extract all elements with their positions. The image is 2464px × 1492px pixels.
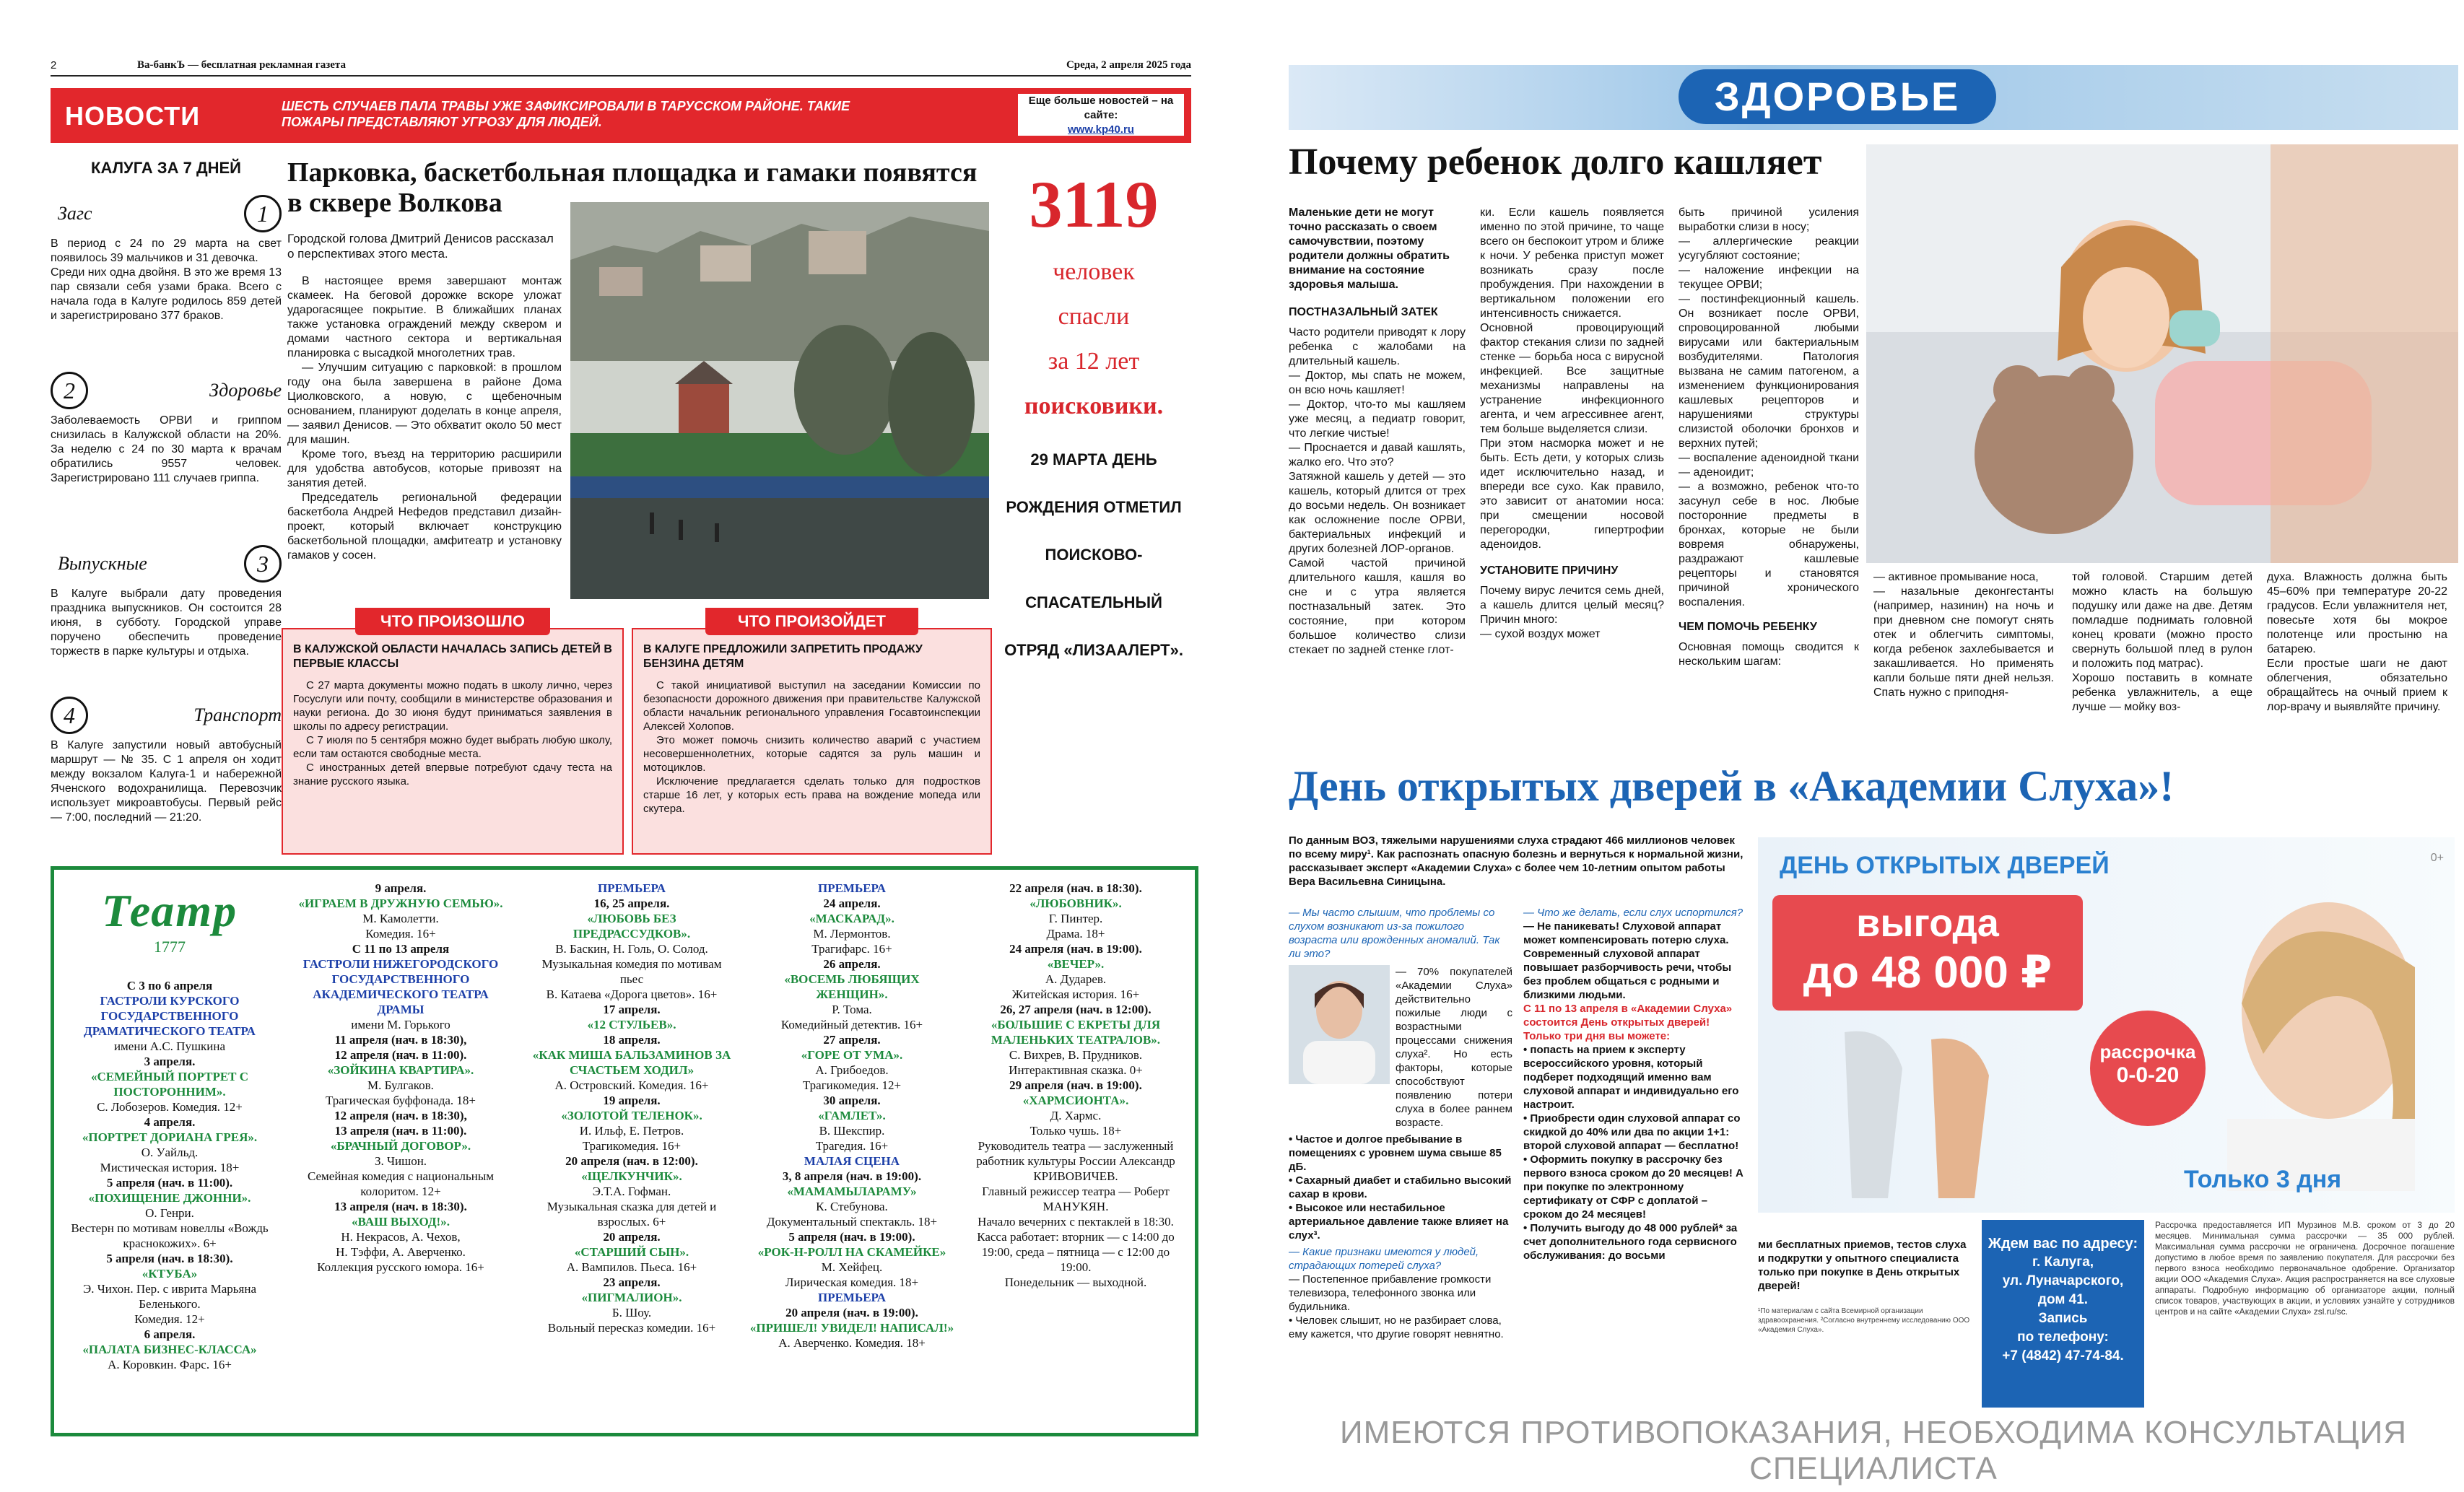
banner-text: ШЕСТЬ СЛУЧАЕВ ПАЛА ТРАВЫ УЖЕ ЗАФИКСИРОВАЛИ В ТАРУССКОМ РАЙОНЕ. ТАКИЕ ПОЖАРЫ ПРЕДСТАВЛЯЮТ УГРОЗУ ДЛЯ ЛЮДЕЙ. [282,99,850,129]
ad-question: — Мы часто слышим, что проблемы со слухом возникают из-за пожилого возраста или врожденных аномалий. Так ли это? [1289,907,1500,960]
theatre-line: «БОЛЬШИЕ С ЕКРЕТЫ ДЛЯ МАЛЕНЬКИХ ТЕАТРАЛОВ». [991,1018,1161,1047]
theatre-line: «ПРИШЕЛ! УВИДЕЛ! НАПИСАЛ!» [749,1321,954,1335]
theatre-line: Трагифарс. 16+ [811,942,892,956]
theatre-line: Трагическая буффонада. 18+ [326,1094,476,1107]
theatre-line: К. Стебунова. [816,1200,888,1213]
article-lead: Городской голова Дмитрий Денисов рассказал о перспективах этого места. [287,232,554,261]
theatre-line: Вольный пересказ комедии. 16+ [547,1321,716,1335]
stat-line: спасли [1058,303,1130,330]
theatre-line: Н. Некрасов, А. Чехов, [341,1230,461,1244]
main-article [282,152,989,599]
address-line: г. Калуга, [2032,1255,2094,1270]
theatre-line: Э.Т.А. Гофман. [592,1185,671,1198]
theatre-line: Семейная комедия с национальным колоритом. 12+ [307,1169,495,1198]
theatre-line: Документальный спектакль. 18+ [766,1215,938,1229]
article-text: Основная помощь сводится к нескольким шагам: [1679,641,1859,668]
theatre-line: 4 апреля. [144,1115,196,1129]
theatre-line: «КТУБА» [142,1267,198,1281]
right-page [1289,0,2464,1492]
theatre-line: С 3 по 6 апреля [126,979,213,993]
article-col-2 [1480,206,1664,642]
week-rubric: Загс [58,203,92,224]
theatre-column-1 [61,978,278,1372]
theatre-line: «ИГРАЕМ В ДРУЖНУЮ СЕМЬЮ». [298,896,503,910]
box-head: В КАЛУГЕ ПРЕДЛОЖИЛИ ЗАПРЕТИТЬ ПРОДАЖУ БЕНЗИНА ДЕТЯМ [643,643,923,670]
theatre-logo [61,884,278,971]
theatre-line: В. Баскин, Н. Голь, О. Солод. [555,942,708,956]
theatre-line: 17 апреля. [603,1003,661,1016]
theatre-line: 16, 25 апреля. [593,896,670,910]
installment-label: рассрочка [2099,1041,2196,1063]
theatre-line: 5 апреля (нач. в 19:00). [788,1230,915,1244]
theatre-line: «МАСКАРАД». [809,912,894,925]
theatre-line: Драма. 18+ [1046,927,1105,941]
ad-answer: — Не паникевать! Слуховой аппарат может компенсировать потерю слуха. Современный слуховой аппарат повышает разборчивость речи, чтобы без проблем общаться с родными и близкими людьми. [1523,920,1732,1001]
benefit-label: выгода [1856,902,1999,945]
theatre-column-4 [747,881,957,1351]
more-news-link[interactable]: www.kp40.ru [1068,123,1134,136]
theatre-line: «ПОРТРЕТ ДОРИАНА ГРЕЯ». [82,1130,258,1144]
theatre-line: 3 апреля. [144,1055,196,1068]
theatre-logo-year: 1777 [154,938,186,956]
ad-answer: • попасть на прием к эксперту всероссийского уровня, который подберет подходящий именно вам слуховой аппарат и индивидуально его настроит. • Приобрести один слуховой аппарат со скидкой до 40% или два по акции 1+1: второй слуховой аппарат — бесплатно! • Оформить покупку в рассрочку без первого взноса сроком до 20 месяцев! А при покупке по электронному сертификату от СФР с доплатой – сроком до 24 месяцев! • Получить выгоду до 48 000 рублей* за счет дополнительного года сервисного обслуживания: до восьми [1523,1044,1743,1262]
week-item-4 [51,697,282,825]
theatre-line: А. Островский. Комедия. 16+ [554,1078,709,1092]
ad-question: — Какие признаки имеются у людей, страдающих потерей слуха? [1289,1246,1479,1272]
theatre-line: В. Катаева «Дорога цветов». 16+ [546,987,718,1001]
theatre-line: «ГАМЛЕТ». [818,1109,886,1122]
theatre-line: «КАК МИША БАЛЬЗАМИНОВ ЗА СЧАСТЬЕМ ХОДИЛ» [532,1048,731,1077]
ad-title: День открытых дверей в «Академии Слуха»! [1289,762,2174,810]
woman-photo [2177,881,2437,1191]
theatre-line: ГАСТРОЛИ КУРСКОГО ГОСУДАРСТВЕННОГО ДРАМАТИЧЕСКОГО ТЕАТРА [84,994,256,1038]
benefit-box [1772,895,2083,1011]
theatre-line: А. Вампилов. Пьеса. 16+ [566,1260,697,1274]
theatre-line: Главный режиссер театра — Роберт МАНУКЯН. [982,1185,1170,1213]
article-paragraph: В настоящее время завершают монтаж скамеек. На беговой дорожке вскоре уложат ударогасящее покрытие. В ближайших планах также установка ограждений между сквером и домами частного сектора и вертикальная планировка с высадкой многолетних трав. [287,275,562,359]
theatre-line: О. Уайльд. [141,1146,199,1159]
theatre-line: Коллекция русского юмора. 16+ [317,1260,484,1274]
box-paragraph: С иностранных детей впервые потребуют сдачу теста на знание русского языка. [293,762,612,788]
theatre-line: Музыкальная комедия по мотивам пьес [541,957,722,986]
theatre-line: «ЗОЛОТОЙ ТЕЛЕНОК». [561,1109,702,1122]
theatre-line: 30 апреля. [823,1094,881,1107]
expert-photo [1289,965,1390,1084]
ad-footnote: ¹По материалам с сайта Всемирной организации здравоохранения. ²Согласно внутреннему исследованию ООО «Академия Слуха». [1758,1307,1970,1334]
ad-answer: — Постепенное прибавление громкости телевизора, телефонного звонка или будильника. • Человек слышит, но не разбирает слова, ему кажется, что другие говорят невнятно. [1289,1273,1504,1340]
theatre-line: 13 апреля (нач. в 11:00). [334,1124,467,1138]
theatre-line: М. Булгаков. [367,1078,434,1092]
week-rubric: Транспорт [193,704,282,725]
installment-badge [2090,1011,2206,1126]
article-text: быть причиной усиления выработки слизи в носу; — аллергические реакции усугубляют состояние; — наложение инфекции на текущее ОРВИ; — постинфекционный кашель. Он возникает после ОРВИ, спровоцированной любыми вирусами или бактериальным возбудителями. Патология вызвана не самим патогеном, а изменением функционирования кашлевых рецепторов и нарушениями структуры слизистой оболочки бронхов и верхних путей; — воспаление аденоидной ткани — аденоидит; — а возможно, ребенок что-то засунул себе в нос. Любые посторонние предметы в бронхах, которые не были вовремя обнаружены, раздражают кашлевые рецепторы и становятся причиной хронического воспаления. [1679,206,1859,608]
banner-head: ДЕНЬ ОТКРЫТЫХ ДВЕРЕЙ [1780,852,2110,879]
theatre-line: 20 апреля (нач. в 19:00). [785,1306,918,1319]
theatre-line: А. Коровкин. Фарс. 16+ [108,1358,232,1371]
week-item-2 [51,372,282,486]
stat-line: человек [1053,258,1135,285]
theatre-line: 12 апреля (нач. в 11:00). [334,1048,467,1062]
disclaimer: ИМЕЮТСЯ ПРОТИВОПОКАЗАНИЯ, НЕОБХОДИМА КОНСУЛЬТАЦИЯ СПЕЦИАЛИСТА [1339,1415,2408,1486]
box-what-happened [282,612,624,855]
stat-caption: ПОИСКОВО- [1045,546,1143,564]
theatre-column-3 [531,881,733,1335]
week-rubric: Здоровье [209,380,282,401]
theatre-line: С. Лобозеров. Комедия. 12+ [97,1100,243,1114]
theatre-line: «ПОХИЩЕНИЕ ДЖОННИ». [88,1191,251,1205]
theatre-line: Комедийный детектив. 16+ [780,1018,923,1031]
box-label: ЧТО ПРОИЗОЙДЕТ [705,608,918,635]
theatre-line: «12 СТУЛЬЕВ». [587,1018,676,1031]
article-body [287,274,562,563]
theatre-line: «ПИГМАЛИОН». [581,1291,682,1304]
theatre-line: М. Лермонтов. [813,927,891,941]
theatre-line: Комедия. 16+ [365,927,436,941]
theatre-line: Интерактивная сказка. 0+ [1009,1063,1143,1077]
ad-intro: По данным ВОЗ, тяжелыми нарушениями слуха страдают 466 миллионов человек по всему миру¹. Как распознать опасную болезнь и вернуться к нормальной жизни, рассказывает эксперт «Академии Слуха» с более чем 10-летним опытом работы Вера Васильевна Синицына. [1289,834,1743,888]
page-number: 2 [51,59,57,71]
only-days: Только 3 дня [2184,1166,2342,1193]
theatre-line: З. Чишон. [374,1154,427,1168]
theatre-line: ПРЕМЬЕРА [817,881,887,895]
ad-highlight: С 11 по 13 апреля в «Академии Слуха» состоится День открытых дверей! Только три дня вы можете: [1523,1003,1733,1042]
theatre-line: «РОК-Н-РОЛЛ НА СКАМЕЙКЕ» [757,1245,946,1259]
theatre-line: Только чушь. 18+ [1029,1124,1122,1138]
theatre-line: «ХАРМСИОНТА». [1022,1094,1129,1107]
theatre-line: 26 апреля. [823,957,881,971]
article-lead: Маленькие дети не могут точно рассказать о своем самочувствии, поэтому родители должны обратить внимание на состояние здоровья малыша. [1289,206,1450,291]
article-text: Почему вирус лечится семь дней, а кашель длится целый месяц? Причин много: — сухой воздух может [1480,585,1664,640]
theatre-line: 23 апреля. [603,1275,661,1289]
theatre-line: «БРАЧНЫЙ ДОГОВОР». [330,1139,471,1153]
theatre-line: Житейская история. 16+ [1011,987,1140,1001]
theatre-line: Мистическая история. 18+ [100,1161,240,1174]
section-label: НОВОСТИ [65,101,201,131]
stat-caption: РОЖДЕНИЯ ОТМЕТИЛ [1006,498,1182,516]
theatre-line: Лирическая комедия. 18+ [785,1275,919,1289]
theatre-column-5 [971,881,1180,1290]
theatre-line: Касса работает: вторник — с 14:00 до 19:00, среда – пятница — с 12:00 до 19:00. [977,1230,1175,1274]
theatre-line: «ВЕЧЕР». [1047,957,1105,971]
installment-value: 0-0-20 [2116,1063,2180,1087]
article-title: Парковка, баскетбольная площадка и гамаки появятся в сквере Волкова [287,157,978,218]
hearing-aids-image [1823,1025,2025,1205]
rescue-stat [996,152,1191,859]
theatre-line: «МАМАМЫЛАРАМУ» [787,1185,917,1198]
ad-col-3: ми бесплатных приемов, тестов слуха и подкрутки у опытного специалиста только при покупке в День открытых дверей! [1758,1239,1967,1292]
theatre-line: Н. Тэффи, А. Аверченко. [336,1245,466,1259]
subhead-help: ЧЕМ ПОМОЧЬ РЕБЕНКУ [1679,621,1817,633]
theatre-line: Комедия. 12+ [134,1312,205,1326]
theatre-line: «СЕМЕЙНЫЙ ПОРТРЕТ С ПОСТОРОННИМ». [90,1070,249,1099]
legal-text: Рассрочка предоставляется ИП Мурзинов М.В. сроком от 3 до 20 месяцев. Минимальная сумма рассрочки — 35 000 рублей. Максимальная сумма рассрочки не ограничена. Досрочное погашение допустимо в любое время по заявлению покупателя. Для рассрочки без первого взноса необходимо первоначальное одобрение. Организатор акции ООО «Академия Слуха». Акция распространяется на все слуховые аппараты. Подробную информацию об организаторе акции, полный список товаров, участвующих в акции, и условиях узнайте у сотрудников центров и на сайте «Академии Слуха» zsl.ru/sc. [2155,1220,2455,1317]
article-title: Почему ребенок долго кашляет [1289,141,1822,183]
phone-number[interactable]: +7 (4842) 47-74-84. [2002,1348,2124,1364]
week-item-1 [51,195,282,323]
theatre-line: С. Вихрев, В. Прудников. [1009,1048,1143,1062]
week-text: Заболеваемость ОРВИ и гриппом снизилась в Калужской области на 20%. За неделю с 24 по 30 марта к врачам обратились 9557 человек. Зарегистрировано 111 случаев гриппа. [51,414,282,484]
theatre-line: Трагикомедия. 16+ [582,1139,682,1153]
article-col-5: той головой. Старшим детей можно класть на большую подушку или даже на две. Детям помладше поднимать головной конец кровати (можно просто свернуть большой плед в рулон и положить под матрас). Хорошо поставить в комнате ребенка увлажнитель, а еще лучше — мойку воз- [2072,571,2252,713]
ad-answer: — 70% покупателей «Академии Слуха» действительно пожилые люди с возрастными процессами снижения слуха². Но есть факторы, которые способствуют появлению потери слуха в более раннем возрасте. [1396,966,1512,1129]
theatre-line: Г. Пинтер. [1048,912,1103,925]
theatre-line: 18 апреля. [603,1033,661,1047]
theatre-line: М. Камолетти. [362,912,439,925]
health-banner [1289,65,2458,130]
theatre-line: 20 апреля. [603,1230,661,1244]
theatre-line: Трагедия. 16+ [815,1139,889,1153]
theatre-line: Трагикомедия. 12+ [802,1078,902,1092]
stat-line: поисковики. [1024,393,1164,419]
theatre-line: ПРЕМЬЕРА [817,1291,887,1304]
box-paragraph: С 27 марта документы можно подать в школу лично, через Госуслуги или почту, сообщили в министерстве образования и науки региона. До 30 июня будут приниматься заявления в школы по адресу регистрации. [293,679,612,733]
theatre-line: МАЛАЯ СЦЕНА [804,1154,900,1168]
theatre-line: 27 апреля. [823,1033,881,1047]
article-paragraph: — Улучшим ситуацию с парковкой: в прошлом году она была завершена в районе Дома Циолковского, а новую, с щебеночным основанием, планируют доделать в конце апреля, — заявил Денисов. — Это обхватит около 50 мест для машин. [287,362,562,446]
theatre-line: Р. Тома. [832,1003,872,1016]
theatre-line: 5 апреля (нач. в 18:30). [106,1252,233,1265]
box-paragraph: Это может помочь снизить количество аварий с участием несовершеннолетних, которые садятся за руль машин и мотоциклов. [643,734,980,774]
theatre-logo-title: Театр [101,885,238,936]
theatre-line: И. Ильф, Е. Петров. [579,1124,684,1138]
box-what-will-happen [632,612,992,855]
ad-col-1 [1289,906,1512,1341]
theatre-line: 9 апреля. [375,881,427,895]
number-badge: 4 [51,697,88,734]
theatre-line: «ЩЕЛКУНЧИК». [581,1169,682,1183]
week-text: В Калуге запустили новый автобусный маршрут — № 35. С 1 апреля он ходит между вокзалом Калуга-1 и набережной Яченского водохранилища. Перевозчик использует микроавтобусы. Первый рейс — 7:00, последний — 21:20. [51,739,282,824]
theatre-line: «ПАЛАТА БИЗНЕС-КЛАССА» [82,1343,257,1356]
theatre-line: 19 апреля. [603,1094,661,1107]
article-text: Часто родители приводят к лору ребенка с жалобами на длительный кашель. — Доктор, мы спать не можем, он всю ночь кашляет! — Доктор, что-то мы кашляем уже месяц, а педиатр говорит, что легкие чистые! — Проснается и давай кашлять, жалко его. Что это? Затяжной кашель у детей — это кашель, который длится от трех до восьми недель. Он возникает как осложнение после ОРВИ, бактериальных инфекций и других болезней ЛОР-органов. Самой частой причиной длительного кашля, кашля во сне и с утра является постназальный затек. Это состояние, при котором большое количество слизи стекает по задней стенке глот- [1289,326,1466,656]
theatre-line: «ВОСЕМЬ ЛЮБЯЩИХ ЖЕНЩИН». [784,972,920,1001]
subhead-postnasal: ПОСТНАЗАЛЬНЫЙ ЗАТЕК [1289,306,1438,318]
section-title: ЗДОРОВЬЕ [1679,69,1996,124]
child-photo [1866,144,2458,563]
number-badge: 2 [51,372,88,409]
theatre-line: Понедельник — выходной. [1004,1275,1147,1289]
week-title: КАЛУГА ЗА 7 ДНЕЙ [91,159,241,177]
address-line: по телефону: [2017,1330,2109,1345]
theatre-line: С 11 по 13 апреля [352,942,450,956]
number-badge: 1 [244,195,282,232]
article-col-3 [1679,206,1859,669]
theatre-line: 26, 27 апреля (нач. в 12:00). [1000,1003,1152,1016]
article-col-4: — активное промывание носа, — назальные деконгестанты (например, назинин) на ночь и при дневном сне помогут снять отек и облегчить симптомы, когда ребенок захлебывается и закашливается. Но применять капли больше пяти дней нельзя. Спать нужно с приподня- [1873,571,2054,699]
box-label: ЧТО ПРОИЗОШЛО [355,608,550,635]
theatre-line: Вестерн по мотивам новеллы «Вождь краснокожих». 6+ [71,1221,269,1250]
more-news-text: Еще больше новостей – на сайте: [1028,95,1174,121]
theatre-line: «ГОРЕ ОТ УМА». [801,1048,903,1062]
theatre-line: 3, 8 апреля (нач. в 19:00). [782,1169,922,1183]
address-line: дом 41. [2037,1292,2089,1307]
article-paragraph: Кроме того, въезд на территорию расширили для удобства автобусов, которые привозят на занятия детей. [287,448,562,489]
theatre-line: 20 апреля (нач. в 12:00). [565,1154,698,1168]
article-col-6: духа. Влажность должна быть 45–60% при температуре 20-22 градусов. Если увлажнителя нет, повесьте хотя бы мокрое полотенце или простыню на батарею. Если простые шаги не дают облегчения, обязательно обращайтесь на очный прием к лор-врачу и выявляйте причину. [2267,571,2447,713]
theatre-line: А. Грибоедов. [815,1063,889,1077]
theatre-line: А. Аверченко. Комедия. 18+ [778,1336,926,1350]
theatre-line: 24 апреля. [823,896,881,910]
theatre-line: Руководитель театра — заслуженный работник культуры России Александр КРИВОВИЧЕВ. [976,1139,1175,1183]
address-head: Ждем вас по адресу: [1988,1236,2138,1252]
week-rubric: Выпускные [58,553,147,574]
ad-question: — Что же делать, если слух испортился? [1523,907,1743,919]
theatre-line: имени М. Горького [351,1018,450,1031]
box-paragraph: С такой инициативой выступил на заседании Комиссии по безопасности дорожного движения при правительстве Калужской области начальник регионального управления Госавтоинспекции Алексей Холопов. [643,679,980,733]
theatre-line: «ЛЮБОВНИК». [1029,896,1122,910]
week-column [51,152,282,859]
week-item-3 [51,545,282,659]
theatre-line: Начало вечерних с пектаклей в 18:30. [978,1215,1174,1229]
theatre-line: Д. Хармс. [1050,1109,1102,1122]
address-line: Запись [2038,1311,2088,1326]
theatre-line: 6 апреля. [144,1327,196,1341]
theatre-line: А. Дударев. [1045,972,1107,986]
article-paragraph: Председатель региональной федерации баскетбола Андрей Нефедов представил дизайн-проект, который включает конструкцию баскетбольной площадки, амфитеатр и установку гамаков у сосен. [287,492,562,562]
box-paragraph: С 7 июля по 5 сентября можно будет выбрать любую школу, если там остаются свободные места. [293,734,612,760]
left-page [43,0,1198,1492]
benefit-sum: до 48 000 ₽ [1803,948,2052,998]
theatre-column-2 [292,881,509,1275]
theatre-line: О. Генри. [145,1206,194,1220]
week-text: В Калуге выбрали дату проведения праздника выпускников. Он состоится 28 июня, в субботу. Городской управе поручено обеспечить проведение торжеств в парке культуры и отдыха. [51,588,282,658]
box-head: В КАЛУЖСКОЙ ОБЛАСТИ НАЧАЛАСЬ ЗАПИСЬ ДЕТЕЙ В ПЕРВЫЕ КЛАССЫ [293,643,612,670]
theatre-line: 5 апреля (нач. в 11:00). [106,1176,233,1190]
theatre-line: имени А.С. Пушкина [113,1039,226,1053]
address-line: ул. Луначарского, [2002,1273,2124,1288]
theatre-line: «ЗОЙКИНА КВАРТИРА». [327,1063,474,1077]
stat-caption: ОТРЯД «ЛИЗААЛЕРТ». [1004,641,1183,659]
theatre-line: «ЛЮБОВЬ БЕЗ ПРЕДРАССУДКОВ». [573,912,691,941]
news-banner [51,88,1191,143]
big-number: 3119 [1029,167,1159,241]
theatre-line: ПРЕМЬЕРА [597,881,666,895]
ad-answer: • Частое и долгое пребывание в помещениях с уровнем шума свыше 85 дБ. • Сахарный диабет и стабильно высокий сахар в крови. • Высокое или нестабильное артериальное давление также влияет на слух³. [1289,1133,1512,1242]
theatre-line: Б. Шоу. [611,1306,652,1319]
theatre-line: М. Хейфец. [821,1260,883,1274]
theatre-line: 22 апреля (нач. в 18:30). [1009,881,1142,895]
address-box [1982,1220,2144,1408]
theatre-line: ГАСТРОЛИ НИЖЕГОРОДСКОГО ГОСУДАРСТВЕННОГО АКАДЕМИЧЕСКОГО ТЕАТРА ДРАМЫ [302,957,499,1016]
week-text: В период с 24 по 29 марта на свет появилось 39 мальчиков и 31 девочка. Среди них одна двойня. В это же время 13 пар связали себя узами брака. Всего с начала года в Калуге родилось 859 детей и зарегистрировано 377 браков. [51,237,282,322]
park-photo [570,202,989,599]
stat-caption: 29 МАРТА ДЕНЬ [1030,450,1157,468]
age-badge: 0+ [2430,852,2444,864]
theatre-line: 13 апреля (нач. в 18:30). [334,1200,467,1213]
stat-line: за 12 лет [1048,348,1140,375]
article-text: ки. Если кашель появляется именно по этой причине, то чаще всего он беспокоит утром и ближе к ночи. У ребенка приступ может возникать сразу после пробуждения. При нахождении в вертикальном положении его интенсивность снижается. Основной провоцирующий фактор стекания слизи по задней стенке — борьба носа с вирусной инфекцией. Все защитные механизмы направлены на устранение инфекционного агента, и чем агрессивнее агент, тем больше выделяется слизи. При этом насморка может и не быть. Есть дети, у которых слизь идет исключительно назад, и впереди все сухо. Как правило, это зависит от анатомии носа: при смещении носовой перегородки, гипертрофии аденоидов. [1480,206,1664,551]
theatre-line: 24 апреля (нач. в 19:00). [1009,942,1142,956]
ad-banner [1758,837,2455,1213]
stat-caption: СПАСАТЕЛЬНЫЙ [1025,593,1162,611]
theatre-line: 12 апреля (нач. в 18:30), [334,1109,467,1122]
ad-col-2 [1523,906,1747,1262]
article-col-1 [1289,206,1466,658]
theatre-line: «ВАШ ВЫХОД!». [352,1215,450,1229]
theatre-line: «СТАРШИЙ СЫН». [574,1245,689,1259]
theatre-schedule [51,866,1198,1436]
issue-date: Среда, 2 апреля 2025 года [1066,59,1191,71]
theatre-line: В. Шекспир. [819,1124,885,1138]
subhead-cause: УСТАНОВИТЕ ПРИЧИНУ [1480,564,1619,577]
theatre-line: Музыкальная сказка для детей и взрослых. 6+ [547,1200,717,1229]
more-news-box [1018,94,1184,136]
theatre-line: 29 апреля (нач. в 19:00). [1009,1078,1142,1092]
theatre-line: Э. Чихон. Пер. с иврита Марьяна Беленького. [83,1282,256,1311]
number-badge: 3 [244,545,282,583]
theatre-line: 11 апреля (нач. в 18:30), [334,1033,467,1047]
paper-name: Ва-банкЪ — бесплатная рекламная газета [137,59,346,71]
box-paragraph: Исключение предлагается сделать только для подростков старше 16 лет, у которых есть права на вождение мопеда или скутера. [643,775,980,815]
page-header [51,59,1191,77]
